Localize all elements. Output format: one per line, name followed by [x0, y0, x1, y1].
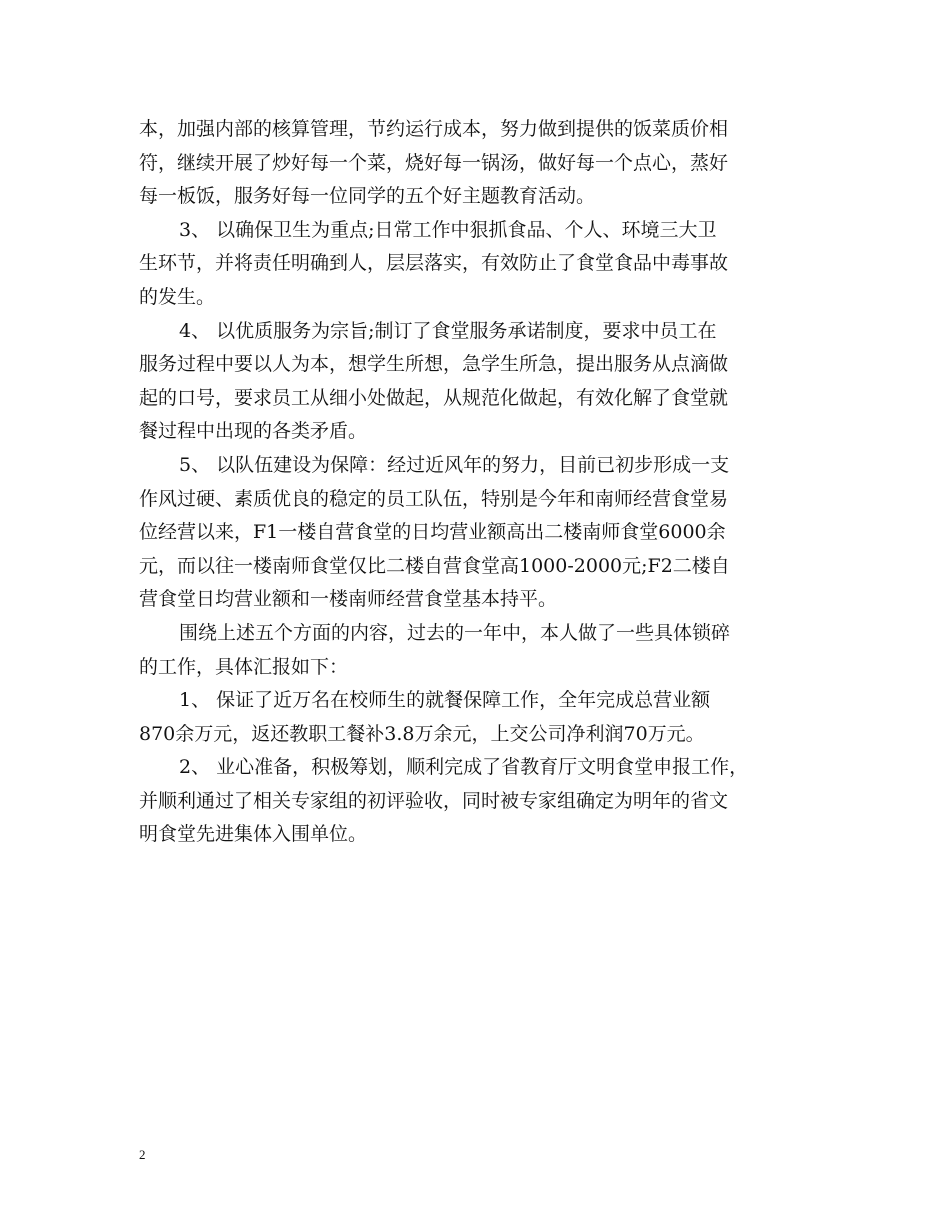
- section-heading-line: 4、 以优质服务为宗旨;制订了食堂服务承诺制度，要求中员工在: [179, 319, 717, 342]
- document-body: [139, 113, 819, 852]
- body-line: 并顺利通过了相关专家组的初评验收，同时被专家组确定为明年的省文: [139, 789, 729, 812]
- body-line: 作风过硬、素质优良的稳定的员工队伍，特别是今年和南师经营食堂易: [139, 487, 729, 510]
- body-line: 位经营以来，F1一楼自营食堂的日均营业额高出二楼南师食堂6000余: [139, 521, 726, 544]
- body-line: 每一板饭，服务好每一位同学的五个好主题教育活动。: [139, 185, 596, 208]
- body-line: 明食堂先进集体入围单位。: [139, 823, 368, 846]
- page-number: 2: [139, 1147, 146, 1162]
- list-item-line: 2、 业心准备，积极筹划，顺利完成了省教育厅文明食堂申报工作，: [179, 756, 749, 779]
- body-line: 餐过程中出现的各类矛盾。: [139, 420, 368, 443]
- section-heading-line: 3、 以确保卫生为重点;日常工作中狠抓食品、个人、环境三大卫: [179, 218, 717, 241]
- body-line: 营食堂日均营业额和一楼南师经营食堂基本持平。: [139, 588, 558, 611]
- body-line: 870余万元，返还教职工餐补3.8万余元，上交公司净利润70万元。: [139, 722, 705, 745]
- body-line: 的发生。: [139, 285, 216, 308]
- body-line: 起的口号，要求员工从细小处做起，从规范化做起，有效化解了食堂就: [139, 386, 729, 409]
- body-line: 符，继续开展了炒好每一个菜，烧好每一锅汤，做好每一个点心，蒸好: [139, 151, 729, 174]
- body-line: 服务过程中要以人为本，想学生所想，急学生所急，提出服务从点滴做: [139, 353, 729, 376]
- paragraph-start-line: 围绕上述五个方面的内容，过去的一年中，本人做了一些具体锁碎: [179, 621, 731, 644]
- body-line: 的工作，具体汇报如下：: [139, 655, 349, 678]
- list-item-line: 1、 保证了近万名在校师生的就餐保障工作，全年完成总营业额: [179, 689, 711, 712]
- section-heading-line: 5、 以队伍建设为保障：经过近风年的努力，目前已初步形成一支: [179, 453, 730, 476]
- body-line: 生环节，并将责任明确到人，层层落实，有效防止了食堂食品中毒事故: [139, 252, 729, 275]
- body-line: 本，加强内部的核算管理，节约运行成本，努力做到提供的饭菜质价相: [139, 118, 729, 140]
- body-line: 元，而以往一楼南师食堂仅比二楼自营食堂高1000-2000元;F2二楼自: [139, 554, 730, 577]
